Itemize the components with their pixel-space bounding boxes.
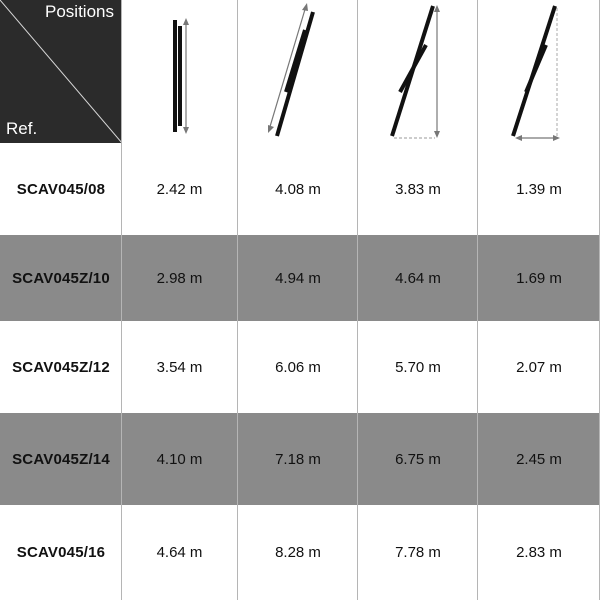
ladder-working-height-icon [358, 0, 478, 143]
column-divider [477, 0, 478, 600]
corner-header [0, 0, 122, 143]
value-cell: 1.69 m [516, 269, 562, 287]
ref-cell: SCAV045/08 [16, 180, 106, 198]
ladder-closed-vertical-icon [122, 0, 237, 143]
value-cell: 3.83 m [395, 180, 441, 198]
table-row [0, 413, 600, 505]
positions-label: Positions [45, 2, 114, 21]
table-row [0, 235, 600, 321]
value-cell: 4.64 m [156, 544, 203, 561]
table-row [0, 321, 600, 413]
header-position-3 [358, 0, 478, 143]
header-position-2 [238, 0, 358, 143]
header-position-1 [122, 0, 237, 143]
column-divider [121, 0, 122, 600]
value-cell: 1.39 m [516, 180, 562, 198]
ref-cell: SCAV045Z/10 [12, 269, 110, 287]
value-cell: 4.08 m [275, 180, 321, 198]
value-cell: 4.10 m [156, 450, 203, 468]
value-cell: 2.98 m [156, 269, 203, 287]
value-cell: 3.54 m [156, 358, 203, 376]
ladder-base-distance-icon [478, 0, 600, 143]
ladder-extended-diagonal-icon [238, 0, 358, 143]
value-cell: 4.94 m [275, 269, 321, 287]
value-cell: 7.78 m [395, 544, 441, 561]
value-cell: 2.83 m [516, 544, 562, 561]
column-divider [357, 0, 358, 600]
column-divider [237, 0, 238, 600]
ref-label: Ref. [6, 119, 38, 138]
ref-cell: SCAV045Z/12 [12, 358, 110, 376]
value-cell: 2.07 m [516, 358, 562, 376]
value-cell: 6.06 m [275, 358, 321, 376]
header-position-4 [478, 0, 600, 143]
value-cell: 5.70 m [395, 358, 441, 376]
ref-cell: SCAV045Z/14 [12, 450, 110, 468]
value-cell: 7.18 m [275, 450, 321, 468]
table-row [0, 143, 600, 235]
table-row [0, 505, 600, 600]
value-cell: 6.75 m [395, 450, 441, 468]
value-cell: 4.64 m [395, 269, 441, 287]
value-cell: 2.42 m [156, 180, 203, 198]
value-cell: 2.45 m [516, 450, 562, 468]
value-cell: 8.28 m [275, 544, 321, 561]
ref-cell: SCAV045/16 [16, 544, 106, 561]
